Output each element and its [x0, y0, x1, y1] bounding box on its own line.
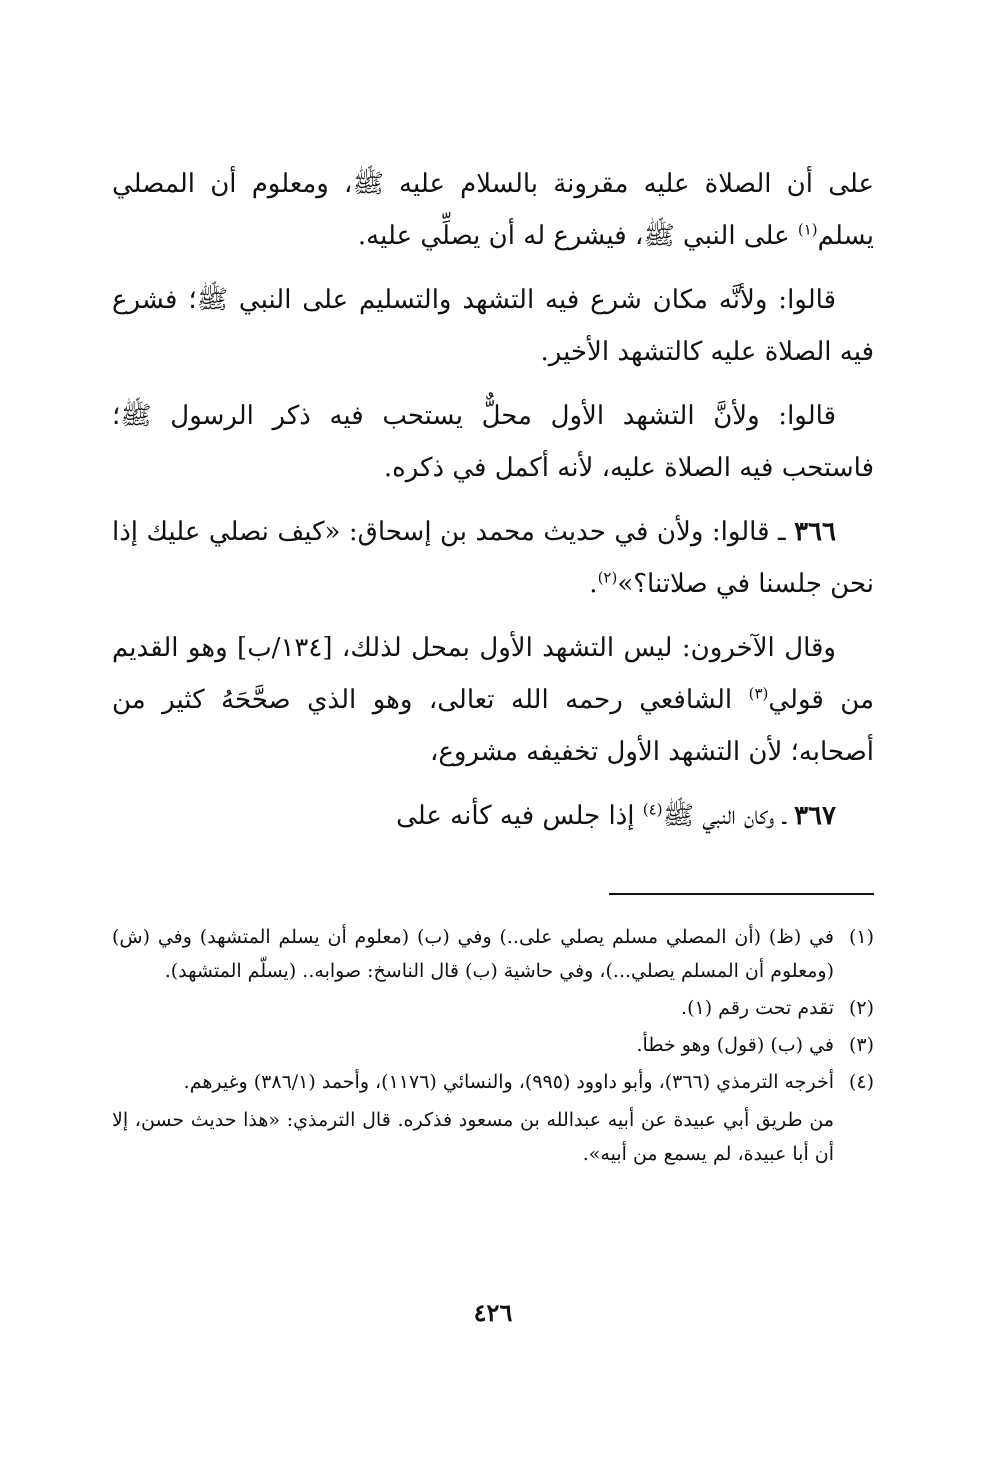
footnote-2 — [112, 991, 874, 1025]
paragraph-3: قالوا: ولأنَّ التشهد الأول محلٌّ يستحب فيه ذكر الرسول ﷺ؛ فاستحب فيه الصلاة عليه، لأنه أكمل في ذكره. — [112, 401, 874, 483]
page-number: ٤٢٦ — [473, 1298, 513, 1327]
footnote-number: (٣) — [848, 1034, 874, 1056]
footnotes-section — [112, 920, 874, 1171]
footnote-text: تقدم تحت رقم (١). — [681, 997, 834, 1019]
footnote-separator — [609, 893, 874, 895]
paragraph-6 — [112, 790, 874, 842]
footnote-ref-1: (١) — [797, 220, 818, 239]
footnote-text: في (ب) (قول) وهو خطأ. — [636, 1034, 834, 1056]
footnote-text: في (ظ) (أن المصلي مسلم يصلي على..) وفي (ب) (معلوم أن يسلم المتشهد) وفي (ش) (ومعلوم أن المسلم يصلي...)، وفي حاشية (ب) قال الناسخ: صوابه.. (يسلّم المتشهد). — [112, 926, 834, 982]
footnote-4-continuation: من طريق أبي عبيدة عن أبيه عبدالله بن مسعود فذكره. قال الترمذي: «هذا حديث حسن، إلا أن أبا عبيدة، لم يسمع من أبيه». — [112, 1109, 834, 1165]
footnote-number: (١) — [848, 926, 874, 948]
paragraph-1-text-a: على أن الصلاة عليه مقرونة بالسلام عليه ﷺ، ومعلوم أن المصلي يسلم — [112, 169, 874, 251]
footnote-ref-3: (٣) — [748, 684, 769, 703]
paragraph-4-text-b: . — [589, 569, 598, 599]
footnote-ref-2: (٢) — [597, 568, 618, 587]
hadith-number-366: ٣٦٦ — [794, 517, 836, 547]
footnote-4 — [112, 1065, 874, 1099]
hadith-number-367: ٣٦٧ — [794, 801, 836, 831]
paragraph-1 — [112, 158, 874, 262]
paragraph-1-text-b: على النبي ﷺ، فيشرع له أن يصلِّي عليه. — [357, 221, 798, 251]
footnote-number: (٢) — [848, 997, 874, 1019]
paragraph-6-text-b: إذا جلس فيه كأنه على — [396, 801, 643, 831]
main-text-body — [112, 158, 874, 854]
footnote-number: (٤) — [848, 1071, 874, 1093]
paragraph-4-text-a: ـ قالوا: ولأن في حديث محمد بن إسحاق: «كيف نصلي عليك إذا نحن جلسنا في صلاتنا؟» — [112, 517, 874, 599]
footnote-1 — [112, 920, 874, 988]
paragraph-5-text-b: الشافعي رحمه الله تعالى، وهو الذي صحَّحَهُ كثير من أصحابه؛ لأن التشهد الأول تخفيفه مشروع، — [112, 685, 874, 767]
paragraph-5 — [112, 622, 874, 778]
paragraph-4 — [112, 506, 874, 610]
footnote-text: أخرجه الترمذي (٣٦٦)، وأبو داوود (٩٩٥)، والنسائي (١١٧٦)، وأحمد (٣٨٦/١) وغيرهم. — [183, 1071, 834, 1093]
paragraph-6-text-a: ـ وكان النبي ﷺ — [662, 801, 795, 831]
footnote-ref-4: (٤) — [642, 800, 663, 819]
paragraph-2: قالوا: ولأنَّه مكان شرع فيه التشهد والتسليم على النبي ﷺ؛ فشرع فيه الصلاة عليه كالتشهد الأخير. — [112, 285, 874, 367]
footnote-3 — [112, 1028, 874, 1062]
paragraph-5-text-a: وقال الآخرون: ليس التشهد الأول بمحل لذلك، [١٣٤/ب] وهو القديم من قولي — [112, 633, 875, 715]
